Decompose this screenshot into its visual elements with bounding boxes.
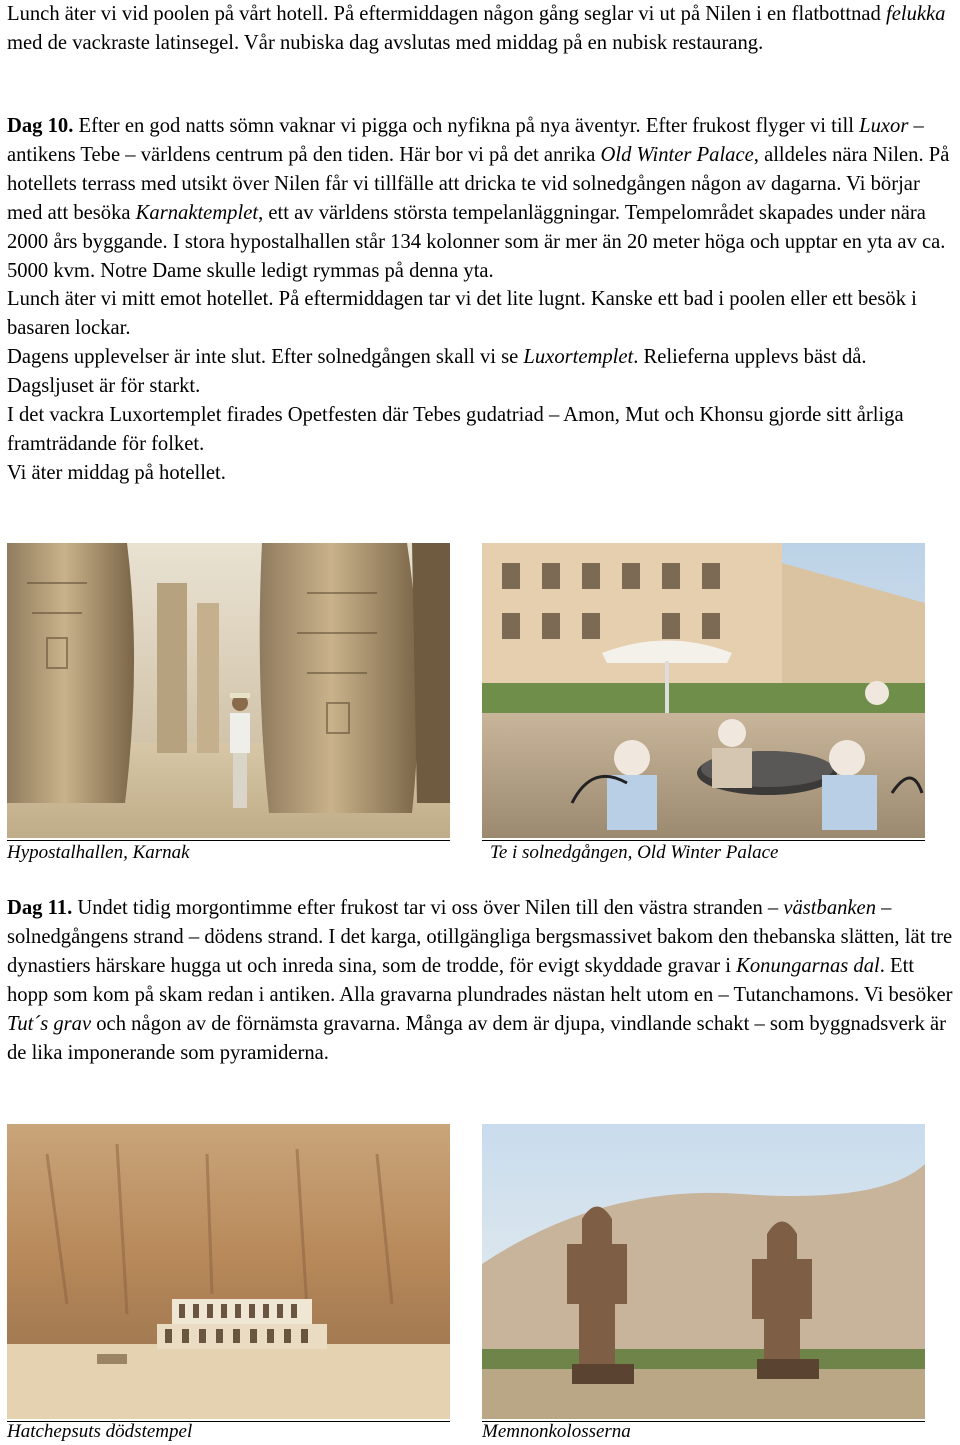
day10-lunch: Lunch äter vi mitt emot hotellet. På eftermiddagen tar vi det lite lugnt. Kanske ett bad i poolen eller ett besök i basaren lockar. — [7, 288, 917, 340]
day11-paragraph: Dag 11. Undet tidig morgontimme efter frukost tar vi oss över Nilen till den västra stranden – västbanken – solnedgångens strand – dödens strand. I det karga, otillgängliga bergsmassivet bakom den thebanska slätten, lät tre dynastiers härskare hugga ut och inreda sina, som de trodde, för evigt skyddade gravar i Konungarnas dal. Ett hopp som kom på skam redan i antiken. Alla gravarna plundrades nästan helt utom en – Tutanchamons. Vi besöker Tut´s grav och någon av de förnämsta gravarna. Många av dem är djupa, vindlande schakt – som byggnadsverk är de lika imponerande som pyramiderna. — [7, 897, 953, 1064]
day10-opet: I det vackra Luxortemplet firades Opetfesten där Tebes gudatriad – Amon, Mut och Khonsu gjorde sitt årliga framträdande för folket. — [7, 404, 904, 455]
winter-palace-caption: Te i solnedgången, Old Winter Palace — [490, 842, 779, 863]
vastbanken-term: västbanken — [783, 897, 876, 919]
karnak-caption-rule — [7, 840, 450, 841]
karnak-hypostyle-photo — [7, 543, 450, 838]
luxor-term: Luxor — [859, 115, 909, 137]
day10-dinner: Vi äter middag på hotellet. — [7, 461, 226, 484]
karnak-caption: Hypostalhallen, Karnak — [7, 842, 190, 863]
tuts-grav-term: Tut´s grav — [7, 1012, 92, 1035]
old-winter-palace-term: Old Winter Palace — [600, 143, 754, 166]
winter-palace-caption-rule — [482, 840, 925, 841]
day11-heading: Dag 11. — [7, 897, 73, 919]
intro-paragraph: Lunch äter vi vid poolen på vårt hotell. På eftermiddagen någon gång seglar vi ut på Nilen i en flatbottnad felukka med de vackraste latinsegel. Vår nubiska dag avslutas med middag på en nubisk restaurang. — [7, 3, 946, 54]
hatshepsut-caption: Hatchepsuts dödstempel — [7, 1421, 193, 1442]
hatshepsut-temple-photo — [7, 1124, 450, 1419]
winter-palace-terrace-photo — [482, 543, 925, 838]
luxortemplet-term: Luxortemplet — [523, 346, 634, 369]
day10-paragraph: Dag 10. Efter en god natts sömn vaknar vi pigga och nyfikna på nya äventyr. Efter frukost flyger vi till Luxor – antikens Tebe – världens centrum på den tiden. Här bor vi på det anrika Old Winter Palace, alldeles nära Nilen. På hotellets terrass med utsikt över Nilen får vi tillfälle att dricka te vid solnedgången någon av dagarna. Vi börjar med att besöka Karnaktemplet, ett av världens största tempelanläggningar. Tempelområdet skapades under nära 2000 års byggande. I stora hypostalhallen står 134 kolonner som är mer än 20 meter höga och upptar en yta av ca. 5000 kvm. Notre Dame skulle ledigt rymmas på denna yta. Lunch äter vi mitt emot hotellet. På eftermiddagen tar vi det lite lugnt. Kanske ett bad i poolen eller ett besök i basaren lockar. Dagens upplevelser är inte slut. Efter solnedgången skall vi se Luxortemplet. Relieferna upplevs bäst då. Dagsljuset är för starkt. I det vackra Luxortemplet firades Opetfesten där Tebes gudatriad – Amon, Mut och Khonsu gjorde sitt årliga framträdande för folket. Vi äter middag på hotellet. — [7, 115, 950, 484]
felukka-term: felukka — [885, 3, 946, 25]
memnon-colossi-photo — [482, 1124, 925, 1419]
karnaktemplet-term: Karnaktemplet — [135, 201, 259, 224]
konungarnas-dal-term: Konungarnas dal — [736, 954, 880, 977]
memnon-caption: Memnonkolosserna — [482, 1421, 631, 1442]
day10-heading: Dag 10. — [7, 115, 74, 137]
